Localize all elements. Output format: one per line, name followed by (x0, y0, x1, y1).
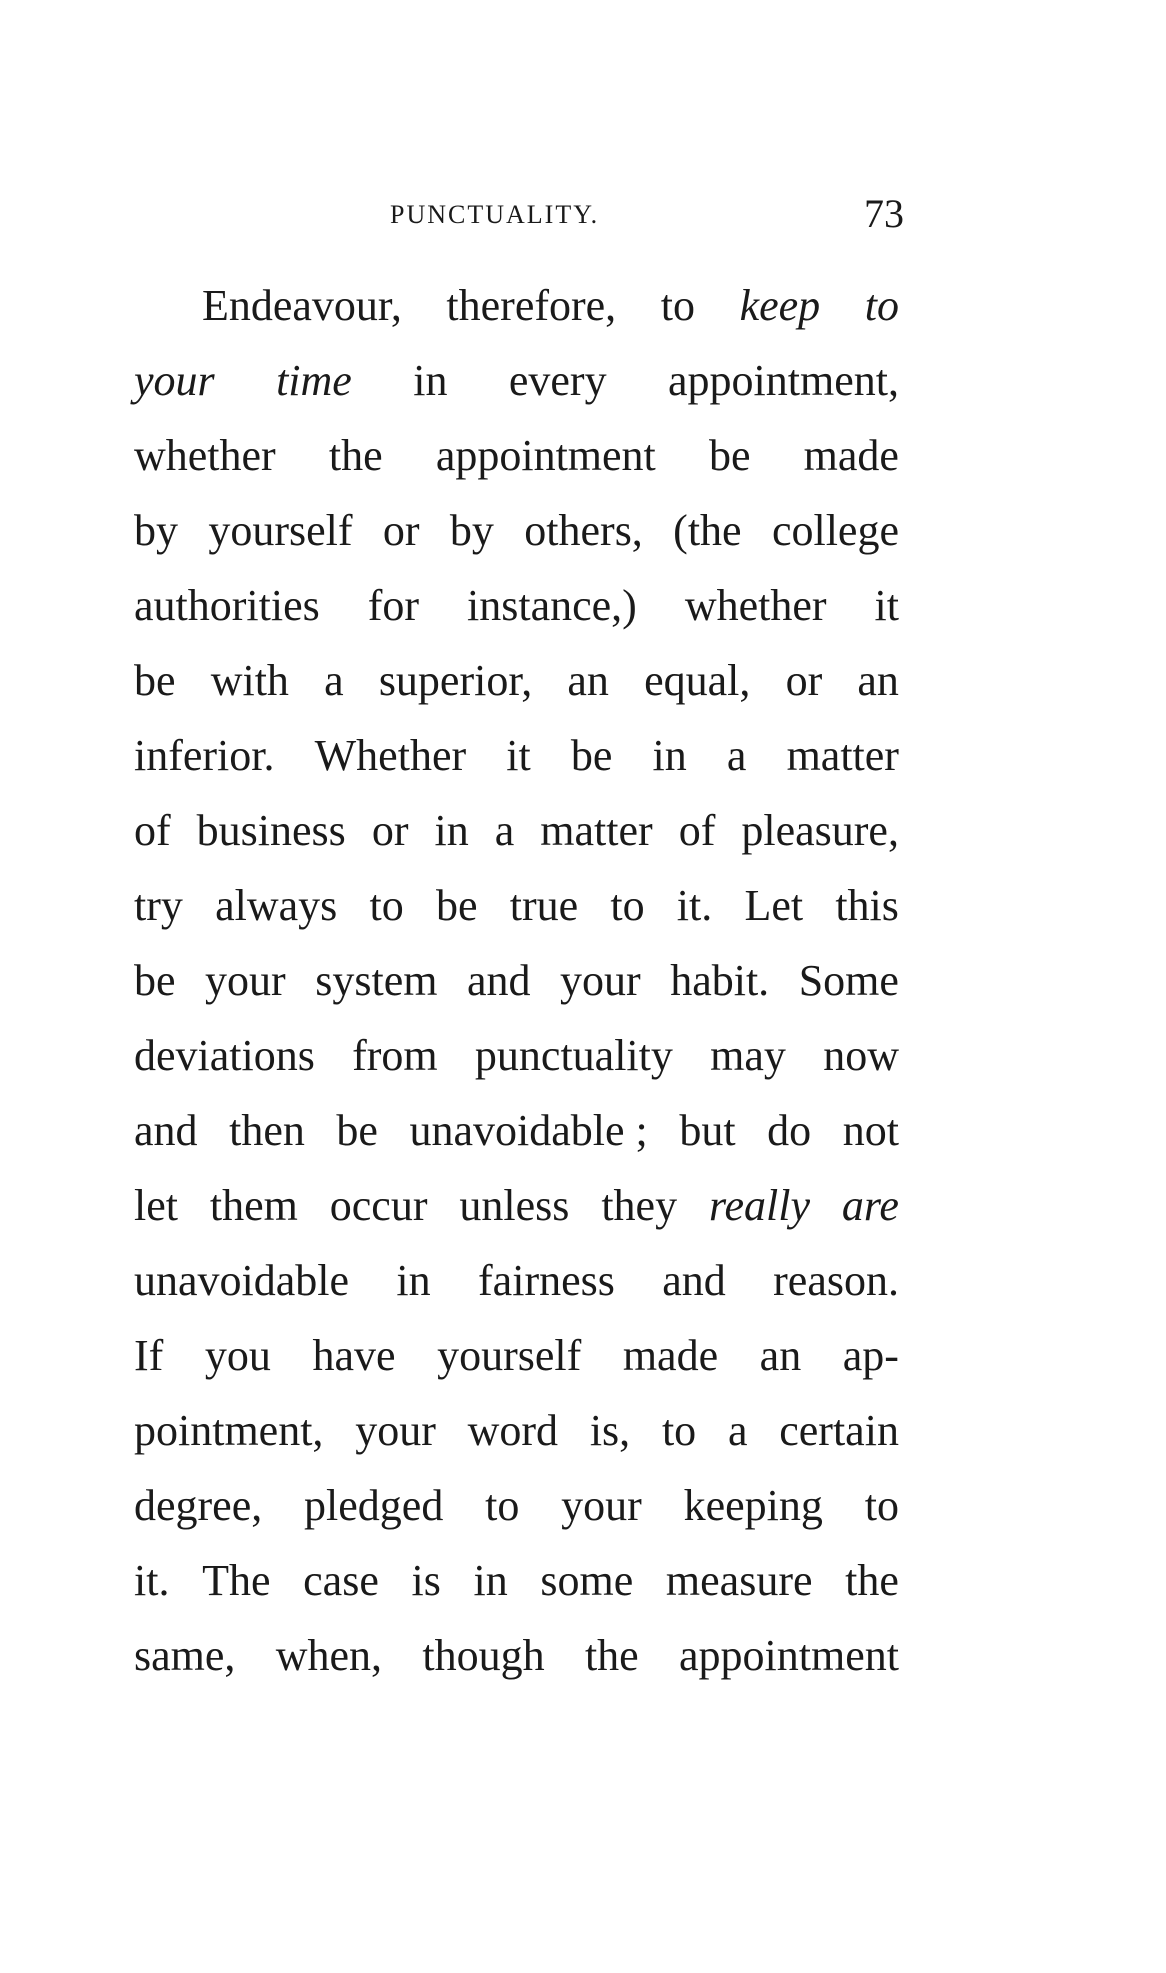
word: now (823, 1031, 899, 1080)
word: to (864, 1481, 899, 1530)
word: may (710, 1031, 786, 1080)
text-line (134, 568, 899, 643)
word: college (771, 506, 899, 555)
word: every (508, 356, 607, 405)
word: though (422, 1631, 545, 1680)
word: are (841, 1181, 899, 1230)
word: be (134, 656, 176, 705)
word: Let (744, 881, 804, 930)
word: or (785, 656, 823, 705)
word: or (371, 806, 409, 855)
word: be (134, 956, 176, 1005)
word: whether (684, 581, 827, 630)
word: certain (779, 1406, 899, 1455)
word: then (229, 1106, 305, 1155)
word: Whether (314, 731, 467, 780)
word: you (204, 1331, 271, 1380)
word: your (205, 956, 286, 1005)
word: appointment (435, 431, 656, 480)
word: be (336, 1106, 378, 1155)
word: matter (786, 731, 899, 780)
word: same, (134, 1631, 236, 1680)
word: in (652, 731, 687, 780)
page-header (0, 190, 1166, 240)
word: in (473, 1556, 508, 1605)
text-line (134, 793, 899, 868)
word: them (209, 1181, 298, 1230)
word: to (660, 281, 695, 330)
text-line (134, 1543, 899, 1618)
text-line (134, 1393, 899, 1468)
word: the (584, 1631, 639, 1680)
word: unless (459, 1181, 570, 1230)
word: let (134, 1181, 178, 1230)
word: is (411, 1556, 441, 1605)
word: try (134, 881, 183, 930)
word: business (196, 806, 346, 855)
word: of (678, 806, 716, 855)
word: unavoidable (134, 1256, 350, 1305)
word: do (767, 1106, 812, 1155)
word: it. (134, 1556, 170, 1605)
word: measure (665, 1556, 813, 1605)
word: not (842, 1106, 899, 1155)
word: or (382, 506, 420, 555)
word: the (328, 431, 383, 480)
word: from (352, 1031, 438, 1080)
text-line (134, 643, 899, 718)
word: (the (673, 506, 742, 555)
word: made (803, 431, 899, 480)
word: to (485, 1481, 520, 1530)
word: for (367, 581, 420, 630)
word: others, (524, 506, 643, 555)
word: and (134, 1106, 198, 1155)
word: your (134, 356, 215, 405)
word: they (601, 1181, 678, 1230)
word: but (679, 1106, 736, 1155)
text-line (134, 1318, 899, 1393)
word: deviations (134, 1031, 315, 1080)
word: some (540, 1556, 634, 1605)
body-paragraph (134, 268, 899, 1693)
word: superior, (378, 656, 533, 705)
word: to (864, 281, 899, 330)
word: keeping (683, 1481, 823, 1530)
word: instance,) (467, 581, 637, 630)
word: it (506, 731, 531, 780)
word: time (276, 356, 352, 405)
word: a (324, 656, 344, 705)
word: case (303, 1556, 379, 1605)
text-line (134, 418, 899, 493)
word: If (134, 1331, 164, 1380)
word: in (413, 356, 448, 405)
word: whether (134, 431, 276, 480)
word: in (434, 806, 469, 855)
word: word (467, 1406, 559, 1455)
word: unavoidable ; (409, 1106, 648, 1155)
word: system (315, 956, 438, 1005)
text-line (134, 1093, 899, 1168)
word: degree, (134, 1481, 263, 1530)
text-line (134, 493, 899, 568)
text-line (134, 1468, 899, 1543)
word: have (312, 1331, 396, 1380)
word: in (396, 1256, 431, 1305)
word: punctuality (474, 1031, 673, 1080)
word: yourself (437, 1331, 582, 1380)
word: be (570, 731, 613, 780)
page-number: 73 (864, 191, 904, 236)
word: the (845, 1556, 899, 1605)
word: a (726, 731, 747, 780)
word: pledged (304, 1481, 444, 1530)
word: your (355, 1406, 436, 1455)
word: therefore, (446, 281, 617, 330)
word: matter (540, 806, 653, 855)
word: keep (739, 281, 821, 330)
word: pointment, (134, 1406, 324, 1455)
word: to (610, 881, 645, 930)
word: appointment (679, 1631, 899, 1680)
word: it. (676, 881, 713, 930)
text-line (134, 343, 899, 418)
word: to (369, 881, 404, 930)
word: made (622, 1331, 719, 1380)
word: yourself (208, 506, 353, 555)
text-line (134, 268, 899, 343)
word: fairness (478, 1256, 615, 1305)
word: when, (275, 1631, 383, 1680)
word: and (662, 1256, 726, 1305)
word: equal, (644, 656, 751, 705)
word: it (874, 581, 899, 630)
word: this (835, 881, 899, 930)
word: and (466, 956, 531, 1005)
word: The (202, 1556, 271, 1605)
word: to (661, 1406, 697, 1455)
word: Some (798, 956, 899, 1005)
word: your (560, 956, 641, 1005)
word: inferior. (134, 731, 275, 780)
text-line (134, 718, 899, 793)
text-line (134, 1168, 899, 1243)
word: authorities (134, 581, 320, 630)
word: be (708, 431, 751, 480)
word: occur (329, 1181, 428, 1230)
word: an (857, 656, 899, 705)
word: your (561, 1481, 642, 1530)
word: reason. (773, 1256, 899, 1305)
text-line (134, 1018, 899, 1093)
word: by (134, 506, 178, 555)
text-line (134, 1618, 899, 1693)
word: be (435, 881, 478, 930)
word: by (449, 506, 494, 555)
word: an (567, 656, 609, 705)
word: with (210, 656, 289, 705)
word: Endeavour, (202, 281, 402, 330)
text-line (134, 1243, 899, 1318)
word: is, (589, 1406, 631, 1455)
text-line (134, 943, 899, 1018)
word: pleasure, (741, 806, 899, 855)
word: an (759, 1331, 802, 1380)
word: really (708, 1181, 810, 1230)
word: always (215, 881, 338, 930)
word: appointment, (668, 356, 899, 405)
text-line (134, 868, 899, 943)
word: habit. (670, 956, 770, 1005)
word: of (134, 806, 171, 855)
word: a (494, 806, 515, 855)
word: ap- (842, 1331, 899, 1380)
word: true (509, 881, 579, 930)
running-title: PUNCTUALITY. (390, 200, 600, 229)
word: a (727, 1406, 748, 1455)
